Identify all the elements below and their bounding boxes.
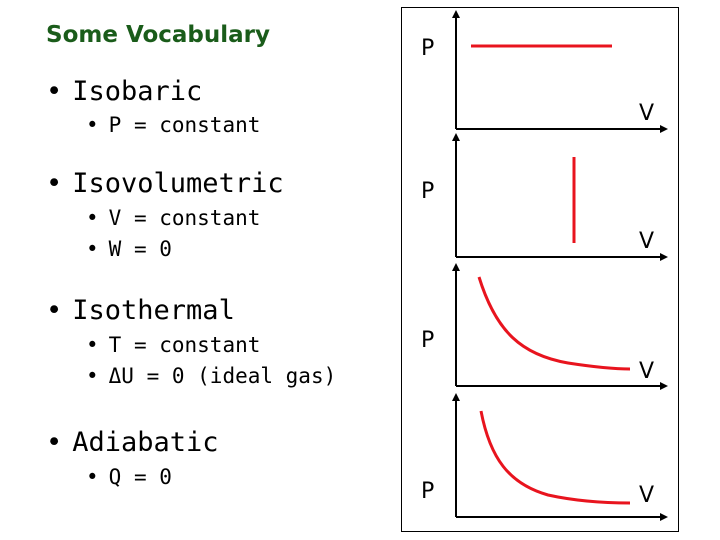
process-detail-text: ΔU = 0 (ideal gas) <box>108 364 337 388</box>
bullet-dot: • <box>46 295 63 326</box>
y-axis-label: P <box>421 179 435 204</box>
bullet-dot: • <box>86 113 99 137</box>
bullet-dot: • <box>46 427 63 458</box>
bullet-dot: • <box>46 168 63 199</box>
y-axis-label: P <box>421 36 435 61</box>
bullet-dot: • <box>86 364 99 388</box>
pv-graph-isobaric <box>421 14 664 129</box>
bullet-dot: • <box>86 206 99 230</box>
process-name: Adiabatic <box>72 427 219 458</box>
bullet-dot: • <box>86 465 99 489</box>
pv-graph-adiabatic <box>421 397 664 517</box>
adiabatic-curve <box>481 411 630 503</box>
x-axis-label: V <box>639 101 655 126</box>
bullet-dot: • <box>86 333 99 357</box>
process-detail-text: V = constant <box>108 206 261 230</box>
isothermal-curve <box>479 277 630 369</box>
process-detail-text: T = constant <box>108 333 261 357</box>
x-axis-label: V <box>639 483 655 508</box>
x-axis-label: V <box>639 359 655 384</box>
x-axis-label: V <box>639 229 655 254</box>
pv-graph-isovolumetric <box>421 137 664 257</box>
process-detail-text: P = constant <box>108 113 261 137</box>
bullet-dot: • <box>46 76 63 107</box>
bullet-dot: • <box>86 237 99 261</box>
process-name: Isobaric <box>72 76 203 107</box>
pv-graph-isothermal <box>421 267 664 386</box>
process-detail-text: Q = 0 <box>108 465 172 489</box>
y-axis-label: P <box>421 479 435 504</box>
process-name: Isothermal <box>72 295 235 326</box>
y-axis-label: P <box>421 328 435 353</box>
process-detail-text: W = 0 <box>108 237 172 261</box>
page-title: Some Vocabulary <box>46 22 271 48</box>
process-name: Isovolumetric <box>72 168 284 199</box>
